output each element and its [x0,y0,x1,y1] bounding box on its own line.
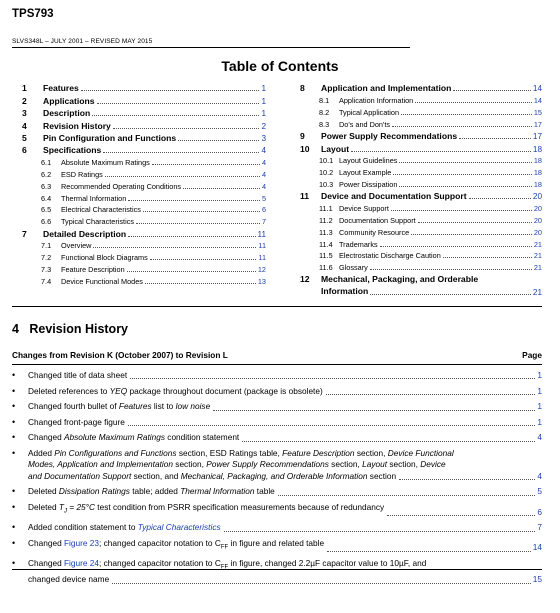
leader-dots [136,223,260,224]
revision-item-text: Added Pin Configurations and Functions section, ESD Ratings table, Feature Description section, Device Functional Modes, Application and Implementation section, Power Supply Recommendations section, Layout section, Device and Documentation Support section, and Mechanical, Packaging, and Orderable Information section 4 [28,447,542,481]
toc-entry-page-link[interactable]: 18 [533,168,542,178]
leader-dots [327,551,531,552]
toc-entry[interactable] [22,262,266,274]
revision-item-text: Deleted references to YEQ package throughout document (package is obsolete) [28,385,323,396]
typical-characteristics-link[interactable]: Typical Characteristics [137,522,221,533]
toc-entry-number: 7.4 [41,276,52,286]
revision-item [12,370,542,381]
revision-item [12,558,542,585]
leader-dots [453,90,531,91]
leader-dots [399,479,535,480]
toc-entry-number: 8.2 [319,107,330,117]
leader-dots [326,394,536,395]
toc-entry-label[interactable]: Application Information [339,96,414,106]
toc-entry[interactable] [22,167,266,179]
toc-entry-label[interactable]: Glossary [339,263,368,273]
toc-entry-page-link[interactable]: 5 [261,193,266,203]
toc-entry-number: 11.4 [319,239,333,249]
toc-entry-label[interactable]: Device Functional Modes [61,276,143,286]
toc-entry-number: 10 [300,143,310,154]
leader-dots [393,174,532,175]
section-number: 4 [12,322,19,336]
toc-entry[interactable] [22,274,266,286]
revision-item [12,522,542,533]
toc-entry-label[interactable]: Trademarks [339,239,378,249]
toc-entry[interactable] [22,106,266,118]
changes-header [12,350,542,360]
bullet-icon: • [12,385,16,396]
revision-item-page-link[interactable]: 1 [537,385,542,396]
toc-entry[interactable] [22,143,266,155]
toc-entry-number: 8 [300,83,305,94]
toc-entry-label[interactable]: ESD Ratings [61,169,103,179]
revision-item-page-link[interactable]: 4 [537,432,542,443]
toc-entry-label[interactable]: Layout [321,143,350,154]
toc-entry[interactable] [300,129,542,141]
toc-entry-label[interactable]: Pin Configuration and Functions [43,132,177,143]
toc-entry-page-link[interactable]: 14 [533,96,542,106]
toc-entry-page-link[interactable]: 11 [257,229,266,239]
toc-entry-number: 6.1 [41,158,52,168]
revision-list [12,370,542,590]
bullet-icon: • [12,522,16,533]
toc-entry-page-link[interactable]: 17 [533,119,542,129]
toc-entry-number: 9 [300,131,305,142]
toc-entry-page-link[interactable]: 11 [258,253,266,263]
toc-entry[interactable] [300,81,542,93]
toc-entry-label[interactable]: Overview [61,241,92,251]
bullet-icon: • [12,370,16,380]
toc-left-column [22,81,266,286]
revision-item-page-link[interactable]: 1 [537,370,542,380]
toc-entry-number: 6.6 [41,217,52,227]
toc-entry-label[interactable]: Specifications [43,145,102,156]
toc-entry-page-link[interactable]: 18 [532,144,542,154]
revision-item [12,486,542,497]
toc-entry-page-link[interactable]: 1 [261,96,266,106]
leader-dots [130,378,535,379]
leader-dots [401,114,532,115]
toc-entry[interactable] [22,203,266,215]
toc-entry[interactable] [300,274,542,297]
toc-entry-page-link[interactable]: 4 [261,181,266,191]
revision-item [12,386,542,397]
toc-entry-label[interactable]: Power Supply Recommendations [321,131,458,142]
leader-dots [93,247,256,248]
toc-entry-label[interactable]: Electrostatic Discharge Caution [339,251,441,261]
toc-entry-number: 6.4 [41,193,52,203]
toc-entry-label[interactable]: Thermal Information [61,193,127,203]
leader-dots [128,236,255,237]
leader-dots [351,151,531,152]
toc-entry-number: 11.6 [319,263,333,273]
bullet-icon: • [12,558,16,569]
leader-dots [242,441,535,442]
bullet-icon: • [12,416,16,427]
leader-dots [411,234,532,235]
toc-entry[interactable] [300,237,542,249]
leader-dots [113,128,260,129]
revision-item [12,401,542,412]
toc-entry-number: 8.3 [319,119,330,129]
revision-item [12,432,542,443]
revision-item [12,417,542,428]
toc-entry-label[interactable]: Layout Example [339,168,392,178]
leader-dots [380,246,532,247]
toc-entry-page-link[interactable]: 17 [532,132,542,142]
leader-dots [143,211,260,212]
leader-dots [152,164,260,165]
toc-entry[interactable] [300,213,542,225]
leader-dots [415,102,532,103]
toc-entry-number: 10.3 [319,179,334,189]
toc-entry-page-link[interactable]: 20 [532,192,542,202]
toc-entry[interactable] [22,214,266,226]
revision-item-text: Changed fourth bullet of Features list to low noise [28,401,211,412]
leader-dots [224,531,536,532]
leader-dots [145,283,256,284]
toc-entry[interactable] [22,226,266,238]
figure-24-link[interactable]: Figure 24 [63,558,100,569]
toc-entry-number: 10.2 [319,168,334,178]
toc-entry-label[interactable]: Documentation Support [339,215,416,225]
revision-item-page-link[interactable]: 1 [537,416,542,427]
toc-entry-number: 6.5 [41,205,52,215]
toc-entry[interactable] [22,239,266,251]
toc-entry-label[interactable]: Device Support [339,204,389,214]
toc-entry-label[interactable]: Typical Characteristics [61,217,134,227]
page-column-label: Page [522,350,542,360]
toc-entry-label[interactable]: Do's and Don'ts [339,119,391,129]
leader-dots [370,269,532,270]
toc-entry-page-link[interactable]: 15 [533,107,542,117]
toc-entry-page-link[interactable]: 14 [532,84,542,94]
leader-dots [183,188,260,189]
bullet-icon: • [12,401,16,412]
leader-dots [105,176,260,177]
revision-item-page-link[interactable]: 1 [537,401,542,412]
toc-entry[interactable] [22,81,266,93]
toc-entry-number: 4 [22,120,27,131]
toc-entry-page-link[interactable]: 18 [533,179,542,189]
bullet-icon: • [12,447,16,458]
toc-entry[interactable] [22,93,266,105]
toc-entry[interactable] [300,93,542,105]
bullet-icon: • [12,501,16,512]
leader-dots [392,126,532,127]
toc-entry-label[interactable]: Description [43,108,91,119]
leader-dots [103,152,259,153]
toc-entry-page-link[interactable]: 12 [257,264,266,274]
toc-entry-number: 7 [22,228,27,239]
toc-entry-number: 7.2 [41,253,52,263]
toc-entry[interactable] [22,191,266,203]
toc-entry-number: 1 [22,83,27,94]
leader-dots [391,210,532,211]
toc-entry-number: 12 [300,274,310,285]
toc-entry-label[interactable]: Functional Block Diagrams [61,253,148,263]
toc-entry-number: 7.3 [41,264,52,274]
toc-entry-page-link[interactable]: 4 [261,169,266,179]
toc-entry-page-link[interactable]: 21 [533,251,542,261]
leader-dots [150,259,257,260]
toc-entry-number: 11.3 [319,227,333,237]
toc-entry[interactable] [22,250,266,262]
leader-dots [278,495,536,496]
toc-entry-number: 5 [22,132,27,143]
toc-entry-label[interactable]: Revision History [43,120,111,131]
leader-dots [128,425,536,426]
toc-entry-page-link[interactable]: 21 [533,263,542,273]
bullet-icon: • [12,432,16,443]
toc-entry-label[interactable]: Typical Application [339,107,400,117]
toc-entry[interactable] [300,177,542,189]
revision-item-text: Deleted $T_J = 25^\circ C$ test condition from PSRR specification measurements because of redundancy [28,501,385,515]
toc-entry-label[interactable]: Feature Description [61,264,125,274]
product-name: TPS793 [12,8,54,20]
toc-entry-page-link[interactable]: 21 [532,288,542,298]
leader-dots [399,186,531,187]
toc-entry-page-link[interactable]: 4 [261,158,266,168]
toc-entry[interactable] [300,105,542,117]
leader-dots [127,271,256,272]
toc-entry-number: 7.1 [41,241,52,251]
toc-entry[interactable] [22,179,266,191]
leader-dots [459,138,531,139]
toc-entry-page-link[interactable]: 1 [261,84,266,94]
changes-title: Changes from Revision K (October 2007) to Revision L [12,350,228,360]
toc-entry-label[interactable]: Community Resource [339,227,410,237]
toc-entry-page-link[interactable]: 4 [261,146,266,156]
toc-entry-page-link[interactable]: 7 [261,217,266,227]
toc-entry-label[interactable]: Power Dissipation [339,179,398,189]
revision-item [12,448,542,482]
leader-dots [97,103,260,104]
toc-entry-page-link[interactable]: 13 [257,276,266,286]
figure-23-link[interactable]: Figure 23 [63,537,100,548]
toc-entry-page-link[interactable]: 3 [261,133,266,143]
leader-dots [443,257,532,258]
leader-dots [418,222,532,223]
toc-entry[interactable] [300,201,542,213]
toc-entry-number: 11.1 [319,204,333,214]
toc-entry-page-link[interactable]: 6 [261,205,266,215]
toc-entry-label-continued[interactable]: Information [321,285,369,296]
toc-entry-page-link[interactable]: 20 [533,215,542,225]
revision-item-text: Deleted Dissipation Ratings table; added Thermal Information table [28,486,275,497]
bullet-icon: • [12,537,16,548]
toc-entry-label[interactable]: Mechanical, Packaging, and Orderable [321,274,479,285]
revision-item-text: Changed Absolute Maximum Ratings condition statement [28,432,240,443]
leader-dots [469,198,531,199]
toc-entry-number: 6 [22,145,27,156]
toc-entry-number: 11.2 [319,215,333,225]
toc-entry[interactable] [300,189,542,201]
revision-item-page-link[interactable]: 7 [537,522,542,533]
revision-item-text: Added condition statement to Typical Characteristics [28,522,221,533]
section-divider [12,306,542,307]
leader-dots [370,294,531,295]
toc-entry-page-link[interactable]: 20 [533,204,542,214]
leader-dots [81,90,260,91]
toc-entry[interactable] [22,155,266,167]
toc-entry-label[interactable]: Application and Implementation [321,83,452,94]
toc-entry-label[interactable]: Electrical Characteristics [61,205,141,215]
toc-entry[interactable] [300,249,542,261]
toc-entry[interactable] [300,225,542,237]
leader-dots [92,115,259,116]
toc-entry-label[interactable]: Absolute Maximum Ratings [61,158,150,168]
revision-item-text: Changed front-page figure [28,416,125,427]
revision-item-page-link[interactable]: 15 [532,574,542,585]
toc-entry[interactable] [22,118,266,130]
toc-entry-page-link[interactable]: 18 [533,156,542,166]
toc-entry-page-link[interactable]: 11 [258,241,266,251]
toc-entry[interactable] [300,154,542,166]
toc-entry[interactable] [300,260,542,272]
toc-entry-number: 2 [22,95,27,106]
toc-entry-label[interactable]: Features [43,83,79,94]
toc-entry[interactable] [300,117,542,129]
revision-item [12,538,542,554]
bottom-divider [12,569,542,570]
toc-entry-number: 10.1 [319,156,334,166]
toc-entry-label[interactable]: Layout Guidelines [339,156,398,166]
leader-dots [399,162,531,163]
toc-entry-page-link[interactable]: 20 [533,227,542,237]
toc-entry-page-link[interactable]: 1 [261,109,266,119]
toc-entry[interactable] [300,165,542,177]
toc-entry-number: 6.2 [41,169,52,179]
header-divider [12,47,410,48]
leader-dots [178,140,259,141]
toc-entry-label[interactable]: Recommended Operating Conditions [61,181,182,191]
revision-item-page-link[interactable]: 4 [537,470,542,481]
toc-entry-number: 11 [300,191,310,202]
leader-dots [112,583,531,584]
leader-dots [128,200,260,201]
toc-entry-page-link[interactable]: 2 [261,121,266,131]
revision-item-text: Changed title of data sheet [28,370,128,380]
revision-item-page-link[interactable]: 5 [537,486,542,497]
toc-entry-label[interactable]: Detailed Description [43,228,127,239]
leader-dots [387,515,535,516]
doc-revision-line: SLVS348L – JULY 2001 – REVISED MAY 2015 [12,38,153,45]
toc-entry-label[interactable]: Applications [43,95,95,106]
toc-entry-number: 3 [22,108,27,119]
leader-dots [213,410,535,411]
revision-item-page-link[interactable]: 6 [537,506,542,517]
section-title: Revision History [29,322,129,336]
toc-entry[interactable] [300,141,542,153]
revision-item-text: Changed Figure 23; changed capacitor notation to $C_{FF}$ in figure and related table [28,537,325,551]
bullet-icon: • [12,486,16,497]
changes-divider [12,364,542,365]
toc-entry-label[interactable]: Device and Documentation Support [321,191,467,202]
toc-entry-number: 8.1 [319,96,330,106]
toc-title: Table of Contents [221,58,339,74]
toc-entry-number: 6.3 [41,181,52,191]
section-heading [12,322,128,336]
revision-item-text: Changed Figure 24; changed capacitor notation to $C_{FF}$ in figure, changed 2.2µF capacitor value to 10µF, and changed device name 15 [28,558,542,585]
toc-entry-number: 11.5 [319,251,333,261]
toc-entry[interactable] [22,131,266,143]
revision-item-page-link[interactable]: 14 [532,542,542,553]
toc-right-column [300,81,542,297]
toc-entry-page-link[interactable]: 21 [533,239,542,249]
revision-item [12,502,542,518]
